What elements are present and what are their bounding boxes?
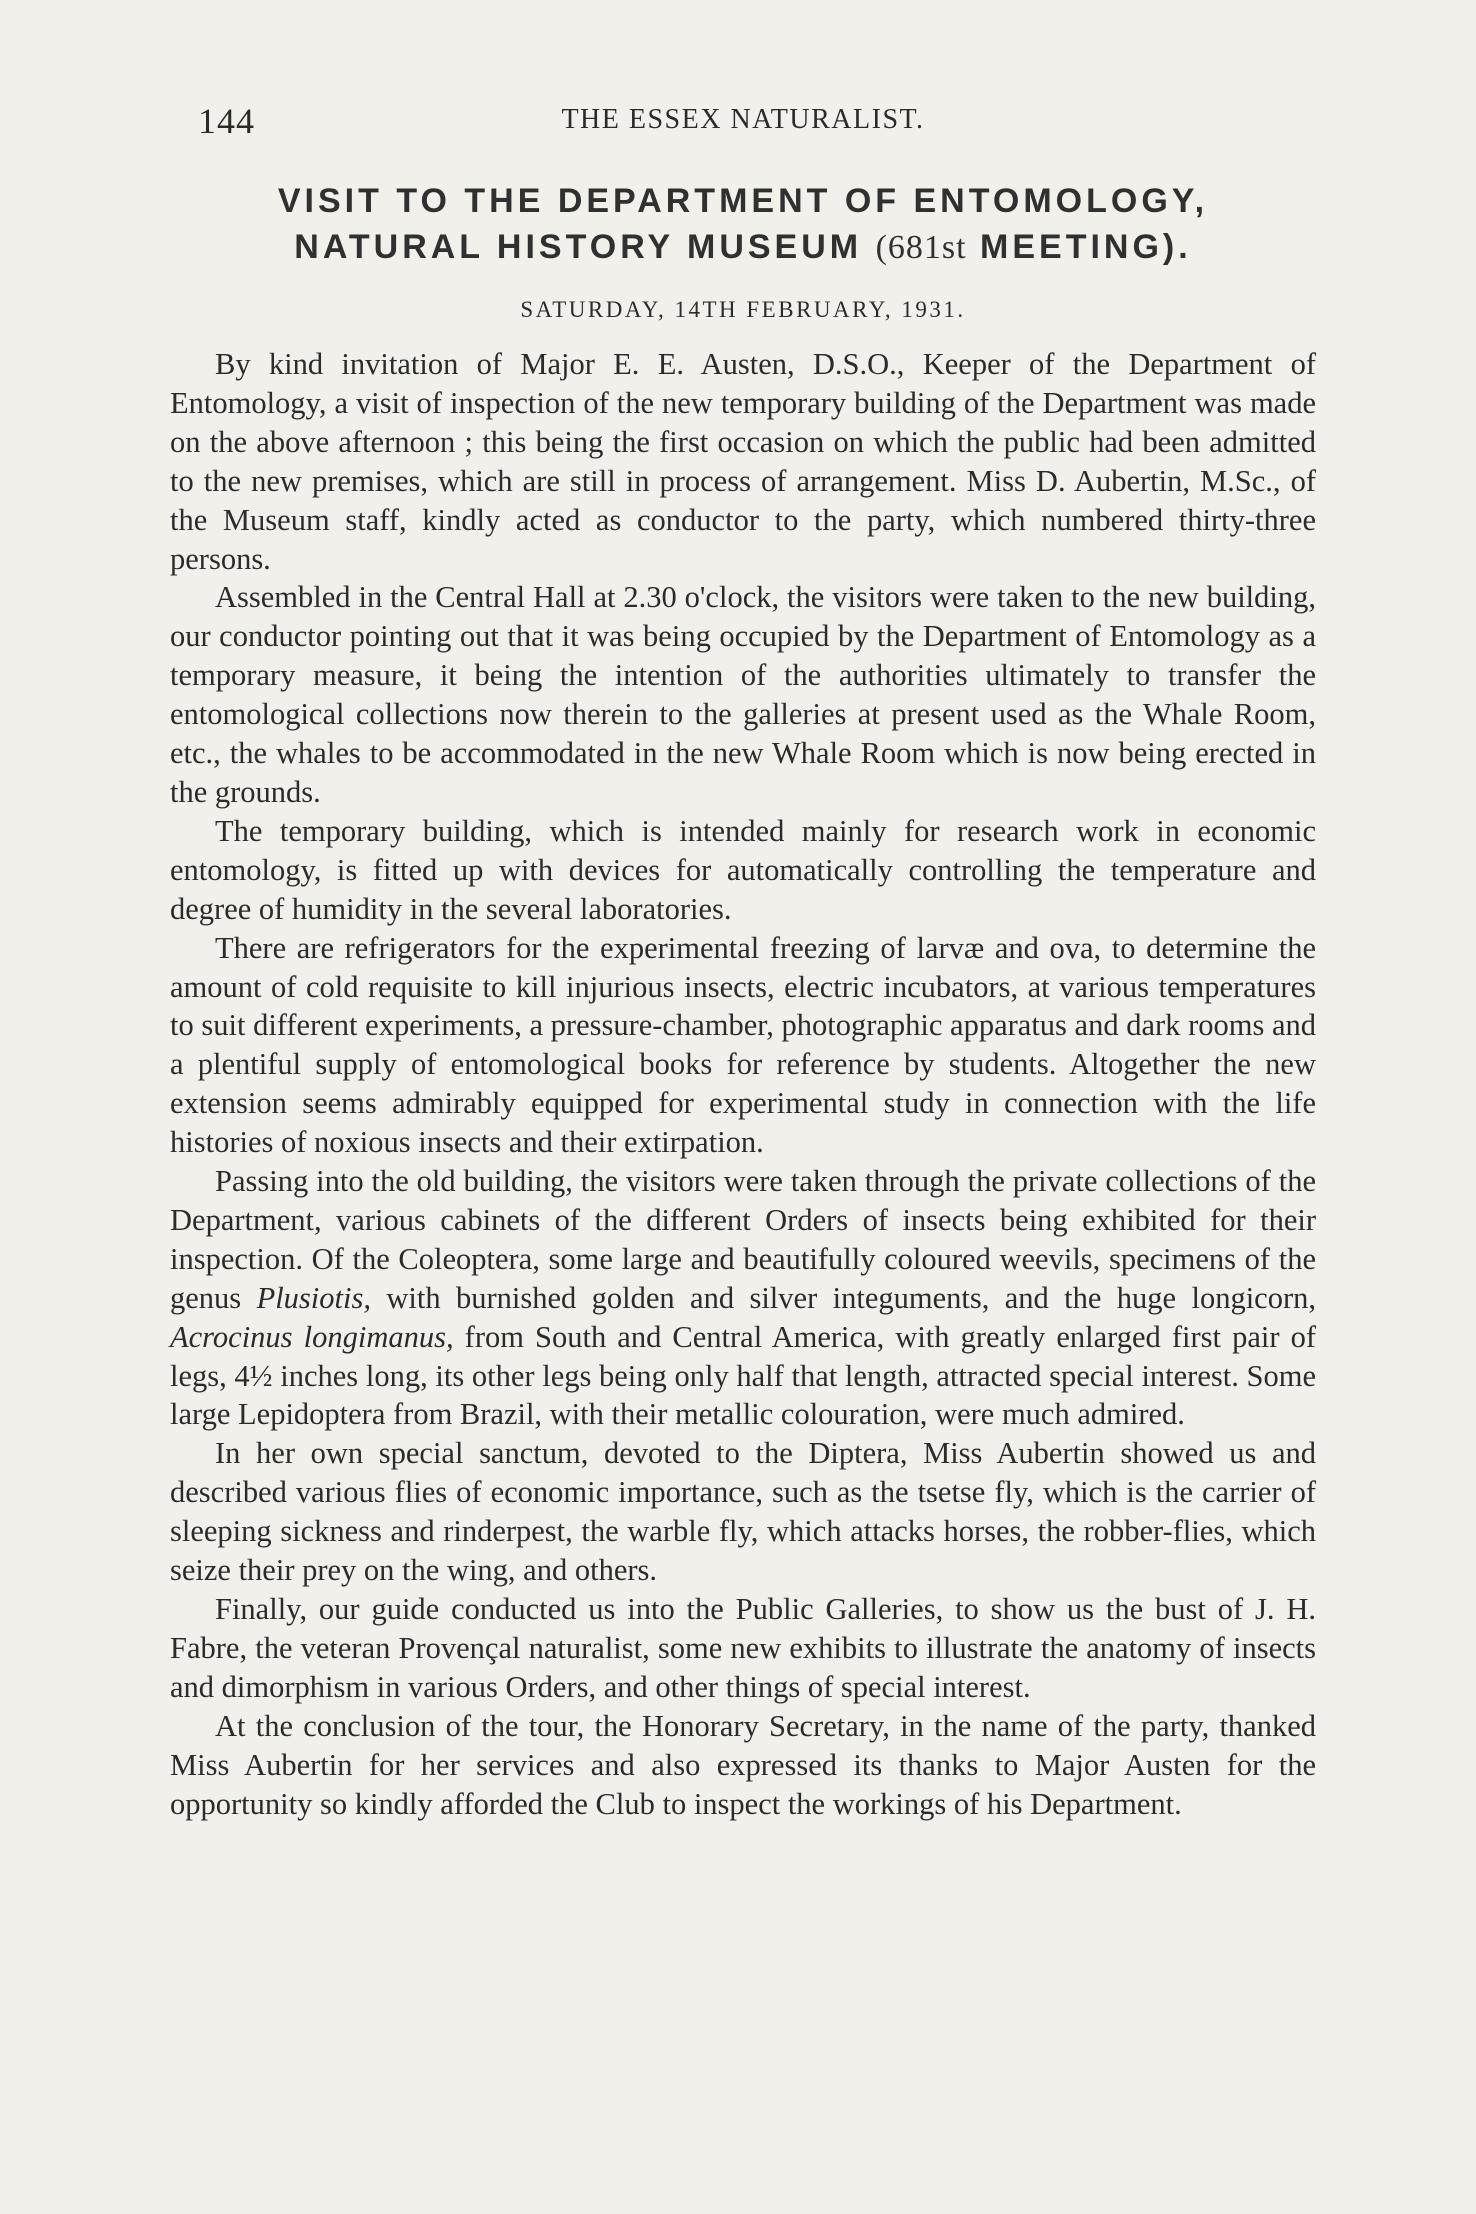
paragraph-8: At the conclusion of the tour, the Honorary Secretary, in the name of the party, thanked Miss Aubertin for her services and also expressed its thanks to Major Austen for the opportunity so kindly afforded the Club to inspect the workings of his Department.: [170, 1708, 1316, 1821]
article-title-meeting-number: (681st: [875, 229, 967, 266]
paragraph-6: In her own special sanctum, devoted to the Diptera, Miss Aubertin showed us and described various flies of economic importance, such as the tsetse fly, which is the carrier of sleeping sickness and rinderpest, the warble fly, which attacks horses, the robber-flies, which seize their prey on the wing, and others.: [170, 1436, 1316, 1588]
paragraph-5-part-2: with burnished golden and silver integuments, and the huge longicorn,: [370, 1280, 1316, 1315]
article-title-meeting: MEETING).: [980, 228, 1192, 266]
species-acrocinus-longimanus: Acrocinus longimanus,: [170, 1319, 454, 1354]
running-head: [170, 100, 1316, 150]
article-title-line1: VISIT TO THE DEPARTMENT OF ENTOMOLOGY,: [277, 182, 1209, 220]
article-title-line2: [170, 224, 1316, 271]
paragraph-1: By kind invitation of Major E. E. Austen, D.S.O., Keeper of the Department of Entomology, a visit of inspection of the new temporary building of the Department was made on the above afternoon ; this being the first occasion on which the public had been admitted to the new premises, which are still in process of arrangement. Miss D. Aubertin, M.Sc., of the Museum staff, kindly acted as conductor to the party, which numbered thirty-three persons.: [170, 347, 1316, 576]
paragraph-4: There are refrigerators for the experimental freezing of larvæ and ova, to determine the amount of cold requisite to kill injurious insects, electric incubators, at various temperatures to suit different experiments, a pressure-chamber, photographic apparatus and dark rooms and a plentiful supply of entomological books for reference by students. Altogether the new extension seems admirably equipped for experimental study in connection with the life histories of noxious insects and their extirpation.: [170, 930, 1316, 1160]
article-body: [170, 345, 1316, 1823]
paragraph-5-part-3: from South and Central America, with greatly enlarged first pair of legs, 4½ inches long, its other legs being only half that length, attracted special interest. Some large Lepidoptera from Brazil, with their metallic colouration, were much admired.: [170, 1319, 1316, 1432]
article-date: SATURDAY, 14TH FEBRUARY, 1931.: [520, 297, 966, 322]
paragraph-2: Assembled in the Central Hall at 2.30 o'clock, the visitors were taken to the new building, our conductor pointing out that it was being occupied by the Department of Entomology as a temporary measure, it being the intention of the authorities ultimately to transfer the entomological collections now therein to the galleries at present used as the Whale Room, etc., the whales to be accommodated in the new Whale Room which is now being erected in the grounds.: [170, 580, 1316, 809]
paragraph-5: [170, 1162, 1316, 1434]
article-title-museum: NATURAL HISTORY MUSEUM: [294, 228, 863, 266]
genus-plusiotis: Plusiotis,: [256, 1280, 371, 1315]
paragraph-5-part-1: Passing into the old building, the visitors were taken through the private collections of the Department, various cabinets of the different Orders of insects being exhibited for their inspection. Of the Coleoptera, some large and beautifully coloured weevils, specimens of the genus: [170, 1164, 1316, 1315]
paragraph-3: The temporary building, which is intended mainly for research work in economic entomology, is fitted up with devices for automatically controlling the temperature and degree of humidity in the several laboratories.: [170, 813, 1316, 926]
journal-title: THE ESSEX NATURALIST.: [561, 104, 925, 135]
page-number: 144: [198, 101, 255, 141]
paragraph-7: Finally, our guide conducted us into the Public Galleries, to show us the bust of J. H. Fabre, the veteran Provençal naturalist, some new exhibits to illustrate the anatomy of insects and dimorphism in various Orders, and other things of special interest.: [170, 1592, 1316, 1704]
article-title: [170, 178, 1316, 271]
document-page: [170, 100, 1316, 1823]
